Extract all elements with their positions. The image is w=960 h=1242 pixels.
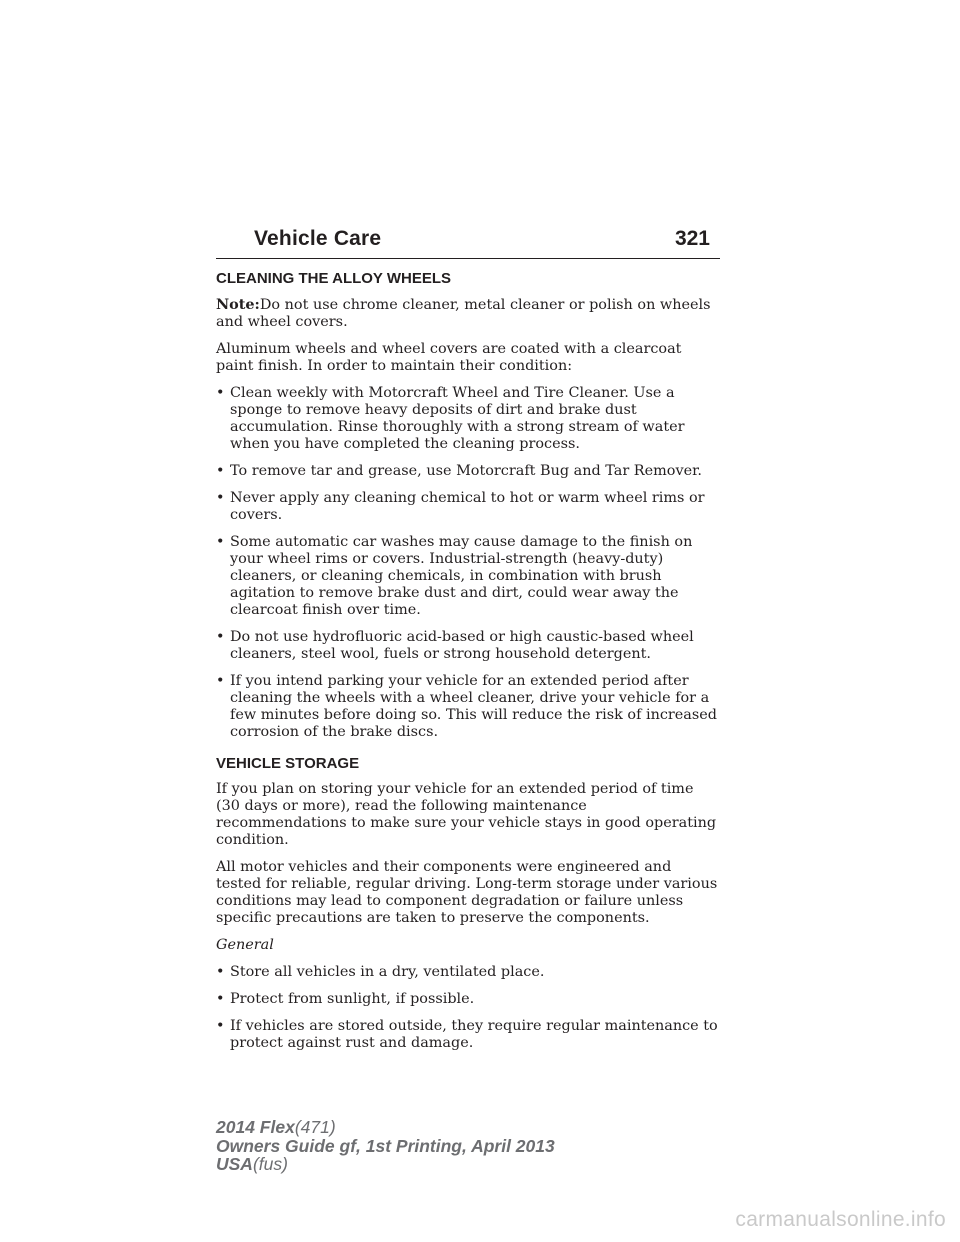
list-item-text: Clean weekly with Motorcraft Wheel and Tire Cleaner. Use a sponge to remove heavy deposits of dirt and brake dust accumulation. Rinse thoroughly with a strong stream of water when you have completed the cleaning process. xyxy=(230,385,685,452)
list-item xyxy=(216,490,720,524)
list-item xyxy=(216,673,720,741)
list-item-text: To remove tar and grease, use Motorcraft Bug and Tar Remover. xyxy=(230,463,702,479)
list-item-text: Protect from sunlight, if possible. xyxy=(230,991,475,1007)
bullet-icon: • xyxy=(216,673,225,689)
storage-paragraph-1: If you plan on storing your vehicle for an extended period of time (30 days or more), read the following maintenance recommendations to make sure your vehicle stays in good operating condition. xyxy=(216,781,717,848)
bullet-icon: • xyxy=(216,534,225,550)
list-item-text: Never apply any cleaning chemical to hot or warm wheel rims or covers. xyxy=(230,490,705,523)
page-number: 321 xyxy=(674,227,710,250)
list-item xyxy=(216,629,720,663)
list-item-text: Some automatic car washes may cause damage to the finish on your wheel rims or covers. Industrial-strength (heavy-duty) cleaners, or cleaning chemicals, in combination with brush agitation to remove brake dust and dirt, could wear away the clearcoat finish over time. xyxy=(230,534,693,618)
heading-cleaning-alloy-wheels: CLEANING THE ALLOY WHEELS xyxy=(216,270,452,287)
list-item xyxy=(216,463,720,480)
page-content xyxy=(216,270,720,1062)
list-item xyxy=(216,991,720,1008)
footer-printing: Owners Guide gf, 1st Printing, April 2013 xyxy=(216,1135,555,1156)
section-title: Vehicle Care xyxy=(254,227,382,250)
footer-model: 2014 Flex xyxy=(216,1117,295,1137)
footer-market: USA xyxy=(216,1154,253,1174)
list-item xyxy=(216,1018,720,1052)
storage-paragraph-2: All motor vehicles and their components were engineered and tested for reliable, regular driving. Long-term storage under various conditions may lead to component degradation or failure unless specific precautions are taken to preserve the components. xyxy=(216,859,718,926)
footer-market-code: (fus) xyxy=(252,1154,288,1174)
wheels-intro-paragraph: Aluminum wheels and wheel covers are coated with a clearcoat paint finish. In order to maintain their condition: xyxy=(216,341,682,374)
list-item xyxy=(216,534,720,619)
bullet-icon: • xyxy=(216,629,225,645)
page-footer xyxy=(216,1118,555,1174)
footer-line-printing xyxy=(216,1137,555,1156)
heading-vehicle-storage: VEHICLE STORAGE xyxy=(216,755,360,772)
list-item-text: If vehicles are stored outside, they require regular maintenance to protect against rust and damage. xyxy=(230,1018,718,1051)
list-item xyxy=(216,964,720,981)
bullet-icon: • xyxy=(216,991,225,1007)
list-item-text: Do not use hydrofluoric acid-based or high caustic-based wheel cleaners, steel wool, fuels or strong household detergent. xyxy=(230,629,694,662)
note-paragraph xyxy=(216,296,720,331)
list-item xyxy=(216,385,720,453)
footer-model-code: (471) xyxy=(294,1117,336,1137)
storage-general-list xyxy=(216,964,720,1052)
bullet-icon: • xyxy=(216,964,225,980)
bullet-icon: • xyxy=(216,1018,225,1034)
bullet-icon: • xyxy=(216,463,225,479)
footer-line-market xyxy=(216,1155,555,1174)
watermark: carmanualsonline.info xyxy=(735,1208,946,1231)
bullet-icon: • xyxy=(216,490,225,506)
list-item-text: Store all vehicles in a dry, ventilated place. xyxy=(230,964,545,980)
note-text: Do not use chrome cleaner, metal cleaner or polish on wheels and wheel covers. xyxy=(216,297,711,330)
wheel-care-list xyxy=(216,385,720,741)
bullet-icon: • xyxy=(216,385,225,401)
note-label: Note: xyxy=(216,296,260,313)
subheading-general: General xyxy=(216,937,274,953)
list-item-text: If you intend parking your vehicle for an extended period after cleaning the wheels with a wheel cleaner, drive your vehicle for a few minutes before doing so. This will reduce the risk of increased corrosion of the brake discs. xyxy=(230,673,717,740)
footer-line-model xyxy=(216,1118,555,1137)
page-header xyxy=(216,224,720,259)
